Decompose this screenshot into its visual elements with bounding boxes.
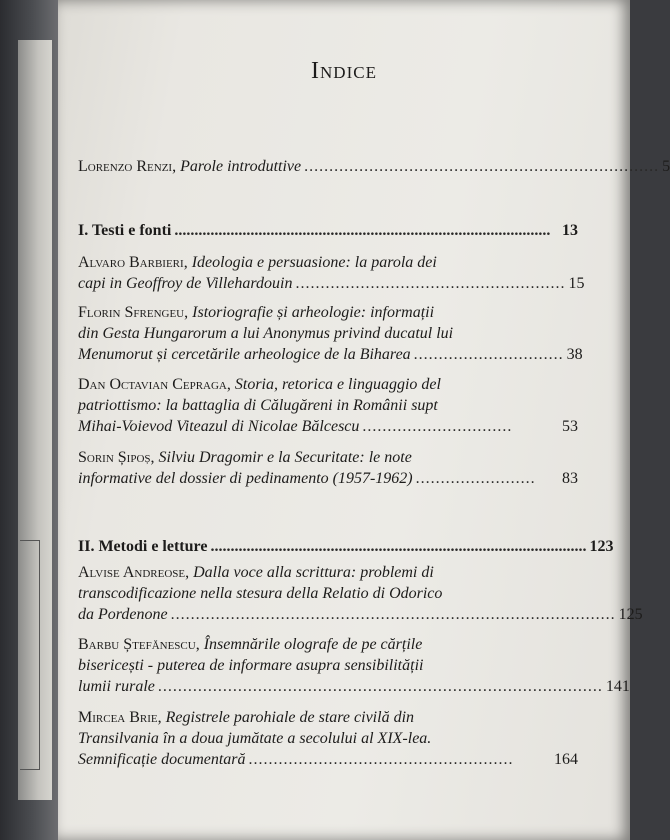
toc-entry: Alvise Andreose, Dalla voce alla scrittura: problemi di transcodificazione nella stesura della Relatio di Odorico da Pordenone ......................................................................................... 125 <box>78 564 643 623</box>
entry-title-line: Storia, retorica e linguaggio del <box>234 376 441 393</box>
toc-entry: Mircea Brie, Registrele parohiale de stare civilă din Transilvania în a doua jumătate a secolului al XIX-lea. Semnificație documentară ..................................................... 164 <box>78 709 578 768</box>
entry-author: Barbu Ștefănescu <box>78 636 196 653</box>
entry-title-line: bisericești - puterea de informare asupra sensibilității <box>78 657 424 674</box>
entry-author: Sorin Șipoș <box>78 449 151 466</box>
toc-entry: Alvaro Barbieri, Ideologia e persuasione: la parola dei capi in Geoffroy de Villehardouin ...................................................... 15 <box>78 254 585 292</box>
section-heading <box>78 538 614 556</box>
entry-title-line: capi in Geoffroy de Villehardouin <box>78 275 293 292</box>
entry-title-line: transcodificazione nella stesura della Relatio di Odorico <box>78 585 443 602</box>
entry-author: Lorenzo Renzi <box>78 158 173 175</box>
entry-page: 53 <box>562 418 578 435</box>
section-label: II. Metodi e letture <box>78 538 208 555</box>
section-page: 123 <box>589 538 614 555</box>
entry-title-line: Ideologia e persuasione: la parola dei <box>191 254 437 271</box>
entry-title-line: Transilvania în a doua jumătate a secolului al XIX-lea. <box>78 730 432 747</box>
section-heading <box>78 222 578 240</box>
toc-entry: Barbu Ștefănescu, Însemnările olografe de pe cărțile bisericești - puterea de informare asupra sensibilității lumii rurale ......................................................................................... 141 <box>78 636 630 695</box>
entry-page: 38 <box>566 346 583 363</box>
index-page <box>58 0 670 840</box>
toc-entry: Sorin Șipoș, Silviu Dragomir e la Securitate: le note informative del dossier di pedinamento (1957-1962) ........................ 83 <box>78 449 578 487</box>
entry-title-line: Semnificație documentară <box>78 751 246 768</box>
entry-title-line: Mihai-Voievod Viteazul di Nicolae Bălcescu <box>78 418 360 435</box>
entry-title-line: Silviu Dragomir e la Securitate: le note <box>158 449 412 466</box>
entry-title-line: Registrele parohiale de stare civilă din <box>165 709 415 726</box>
leader-dots: .............................. <box>413 346 564 363</box>
entry-author: Dan Octavian Cepraga <box>78 376 227 393</box>
leader-dots: ....................................................................... <box>304 158 660 175</box>
entry-author: Mircea Brie <box>78 709 158 726</box>
previous-page-edge <box>18 40 52 800</box>
toc-entry: Florin Sfrengeu, Istoriografie și arheologie: informații din Gesta Hungarorum a lui Anonymus privind ducatul lui Menumorut și cercetările arheologice de la Biharea .............................. 38 <box>78 304 583 363</box>
leader-dots: ......................................................................................... <box>170 606 616 623</box>
leader-dots: .............................................................................................. <box>210 538 587 555</box>
entry-author: Alvaro Barbieri <box>78 254 184 271</box>
leader-dots: ...................................................... <box>295 275 566 292</box>
section-page: 13 <box>562 222 578 239</box>
entry-title-line: da Pordenone <box>78 606 168 623</box>
entry-title: Parole introduttive <box>180 158 302 175</box>
entry-title-line: Dalla voce alla scrittura: problemi di <box>193 564 434 581</box>
entry-author: Alvise Andreose <box>78 564 186 581</box>
entry-title-line: Istoriografie și arheologie: informații <box>192 304 435 321</box>
entry-title-line: din Gesta Hungarorum a lui Anonymus privind ducatul lui <box>78 325 454 342</box>
entry-page: 125 <box>618 606 643 623</box>
page-title: Indice <box>311 58 377 84</box>
entry-title-line: patriottismo: la battaglia di Călugăreni in Românii supt <box>78 397 438 414</box>
entry-title-line: Însemnările olografe de pe cărțile <box>203 636 423 653</box>
entry-page: 5 <box>662 158 670 175</box>
previous-page-frame <box>20 540 40 770</box>
leader-dots: ..................................................... <box>248 751 514 768</box>
leader-dots: ........................ <box>415 470 536 487</box>
entry-title-line: lumii rurale <box>78 678 155 695</box>
entry-page: 15 <box>568 275 585 292</box>
leader-dots: .............................. <box>362 418 513 435</box>
intro-entry: Lorenzo Renzi, Parole introduttive ....................................................................... 5 <box>78 158 670 175</box>
leader-dots: .............................................................................................. <box>174 222 551 239</box>
entry-title-line: Menumorut și cercetările arheologice de la Biharea <box>78 346 411 363</box>
entry-page: 83 <box>562 470 578 487</box>
entry-page: 141 <box>605 678 630 695</box>
entry-author: Florin Sfrengeu <box>78 304 185 321</box>
leader-dots: ......................................................................................... <box>157 678 603 695</box>
toc-entry: Dan Octavian Cepraga, Storia, retorica e linguaggio del patriottismo: la battaglia di Călugăreni in Românii supt Mihai-Voievod Viteazul di Nicolae Bălcescu .............................. 53 <box>78 376 578 435</box>
entry-title-line: informative del dossier di pedinamento (1957-1962) <box>78 470 413 487</box>
entry-page: 164 <box>554 751 578 768</box>
section-label: I. Testi e fonti <box>78 222 172 239</box>
